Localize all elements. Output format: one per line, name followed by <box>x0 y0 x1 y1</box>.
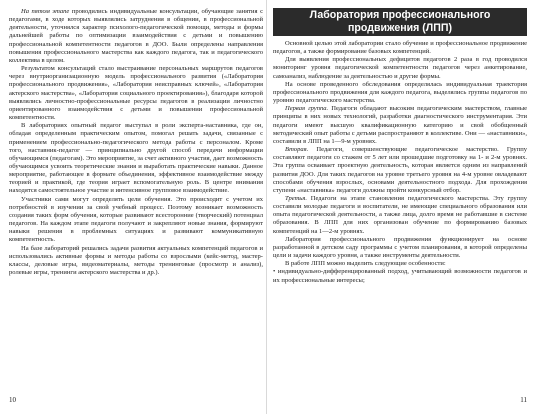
paragraph-text: • индивидуально-дифференцированный подход, учитывающий возможности педагогов и их профессиональные интересы; <box>273 268 527 284</box>
left-page-text <box>9 8 263 277</box>
paragraph-text: Основной целью этой лаборатории стало обучение и профессиональное продвижение педагогов, а также формирование базовых компетенций. <box>273 40 527 56</box>
paragraph-text: В работе ЛПП можно выделить следующие особенности: <box>285 260 446 268</box>
page-number-left: 10 <box>9 396 16 404</box>
paragraph <box>9 245 263 278</box>
page-number-right: 11 <box>520 396 527 404</box>
paragraph-text: На базе лабораторий решались задачи развития актуальных компетенций педагогов и использовались активные формы и методы работы со взрослыми (кейс-метод, мастер-классы, деловые игры, видеоматериалы, методы тренинговые (просмотр и анализ), ролевые игры, тренинги актерского мастерства и др.). <box>9 244 263 276</box>
paragraph-lead: Третья. <box>285 194 307 202</box>
paragraph-text: На основе проведенного обследования определялась индивидуальная траектория профессионального продвижения для каждого педагога, выделялись группы педагогов по уровню педагогического мастерства. <box>273 80 527 105</box>
paragraph <box>273 268 527 284</box>
paragraph-text: В лабораториях опытный педагог выступал в роли эксперта-наставника, где он, обладая определенным практическим опытом, помогал решать задачи, связанные с применением профессионально-педагогического метода работы с персоналом. Кроме того, наставник-педагог — принципиально другой способ передачи информации обучающимся (педагогам). Это мероприятие, за счет активного участия, дает возможность обучающимся усвоить теоретические знания и выработать практические навыки. Данное мероприятие, работающее в формате объединения, эффективное взаимодействие между теорией и практикой, где теория играет вспомогательную роль. В центре внимания находятся самостоятельное участие и интенсивное групповое взаимодействие. <box>9 122 263 195</box>
paragraph-text: Результатом консультаций стало выстраивание персональных маршрутов педагогов через внутриорганизационную модель профессионального развития («Лаборатория профессионального продвижения», «Лаборатория неисправных ключей», «Лаборатория актерского мастерства», «Лаборатория социального проектирования»), благодаря которой выявлялись личностно-профессиональные ресурсы педагогов в реализации личностно ориентированного взаимодействия с детьми и повышении профессиональной компетентности. <box>9 65 263 122</box>
paragraph <box>273 236 527 260</box>
paragraph-text: проводились индивидуальные консультации, обучающие занятия с педагогами, в ходе которых выявлялись затруднения в общении, в профессиональной деятельности, уточнялся характер психолого-педагогической помощи, методы и формы дальнейшей работы по оптимизации взаимодействия с детьми и повышению профессиональной компетентности педагогов в ДОО. Были определены направления повышения профессионального мастерства как каждого педагога, так и педагогического коллектива в целом. <box>9 8 263 64</box>
paragraph-lead: Первая группа. <box>285 105 329 113</box>
paragraph <box>273 260 527 268</box>
right-page <box>273 8 527 404</box>
paragraph <box>273 146 527 195</box>
paragraph-text: Педагоги, совершенствующие педагогическое мастерство. Группу составляют педагоги со стажем от 5 лет или прошедшие подготовку на 1- и 2-м уровнях. Эта группа осваивает проектную деятельность, которая является одним из направлений развития ДОО. Для таких педагогов на уровне третьего уровня на 4-м уровне овладевают способами обучения взрослых, основами деятельностного подхода. Для прохождения ступени «наставника» педагоги должны пройти конкурсный отбор. <box>273 146 527 194</box>
section-title: Лаборатория профессионального продвижения (ЛПП) <box>273 8 527 36</box>
paragraph <box>273 195 527 236</box>
page-gutter <box>266 0 267 414</box>
paragraph <box>9 122 263 195</box>
left-page <box>9 8 263 404</box>
paragraph <box>273 81 527 105</box>
paragraph-lead: Вторая. <box>285 146 309 154</box>
paragraph <box>273 40 527 56</box>
paragraph-text: Лаборатория профессионального продвижения функционирует на основе разработанной в детском саду программы с учетом планирования, в которой определены цели и задачи каждого уровня, а также инструменты деятельности. <box>273 235 527 260</box>
paragraph-text: Участники сами могут определять цели обучения. Это происходит с учетом их потребностей в изучении за свой учебный процесс. Поэтому возникает возможность создания таких форм обучения, которые развивают всесторонние (творческий) потенциал педагогов. На каждом этапе педагоги получают и закрепляют новые знания, формируют навыки решения в проблемных ситуациях и развивают коммуникативную компетентность. <box>9 195 263 244</box>
paragraph-text: Для выявления профессиональных дефицитов педагогов 2 раза в год проводился мониторинг уровня педагогической компетентности педагогов через анкетирование, самоанализ, наблюдение за деятельностью и другие формы. <box>273 56 527 80</box>
paragraph <box>273 105 527 146</box>
paragraph <box>9 8 263 65</box>
paragraph-lead: На пятом этапе <box>21 8 70 15</box>
right-page-text <box>273 40 527 285</box>
paragraph-text: Педагоги обладают высоким педагогическим мастерством, главные принципы в них новых технологий, разработки диагностического инструментария. Эти педагоги имеют высшую квалификационную категорию и свой обобщенный методический опыт работы с детьми распространяют в коллективе. Они — «наставники», составили в ЛПП на 1—9-м уровнях. <box>273 105 528 145</box>
paragraph <box>9 65 263 122</box>
paragraph <box>273 56 527 80</box>
paragraph <box>9 196 263 245</box>
paragraph-text: Педагоги на этапе становления педагогического мастерства. Эту группу составили молодые педагоги и воспитатели, не имеющие специального образования или опыта педагогической деятельности, а также лица, долго время не работавшие в системе образования. В ЛПП для них организован обучение по формированию базовых компетенций на 1—2-м уровнях. <box>273 194 527 235</box>
